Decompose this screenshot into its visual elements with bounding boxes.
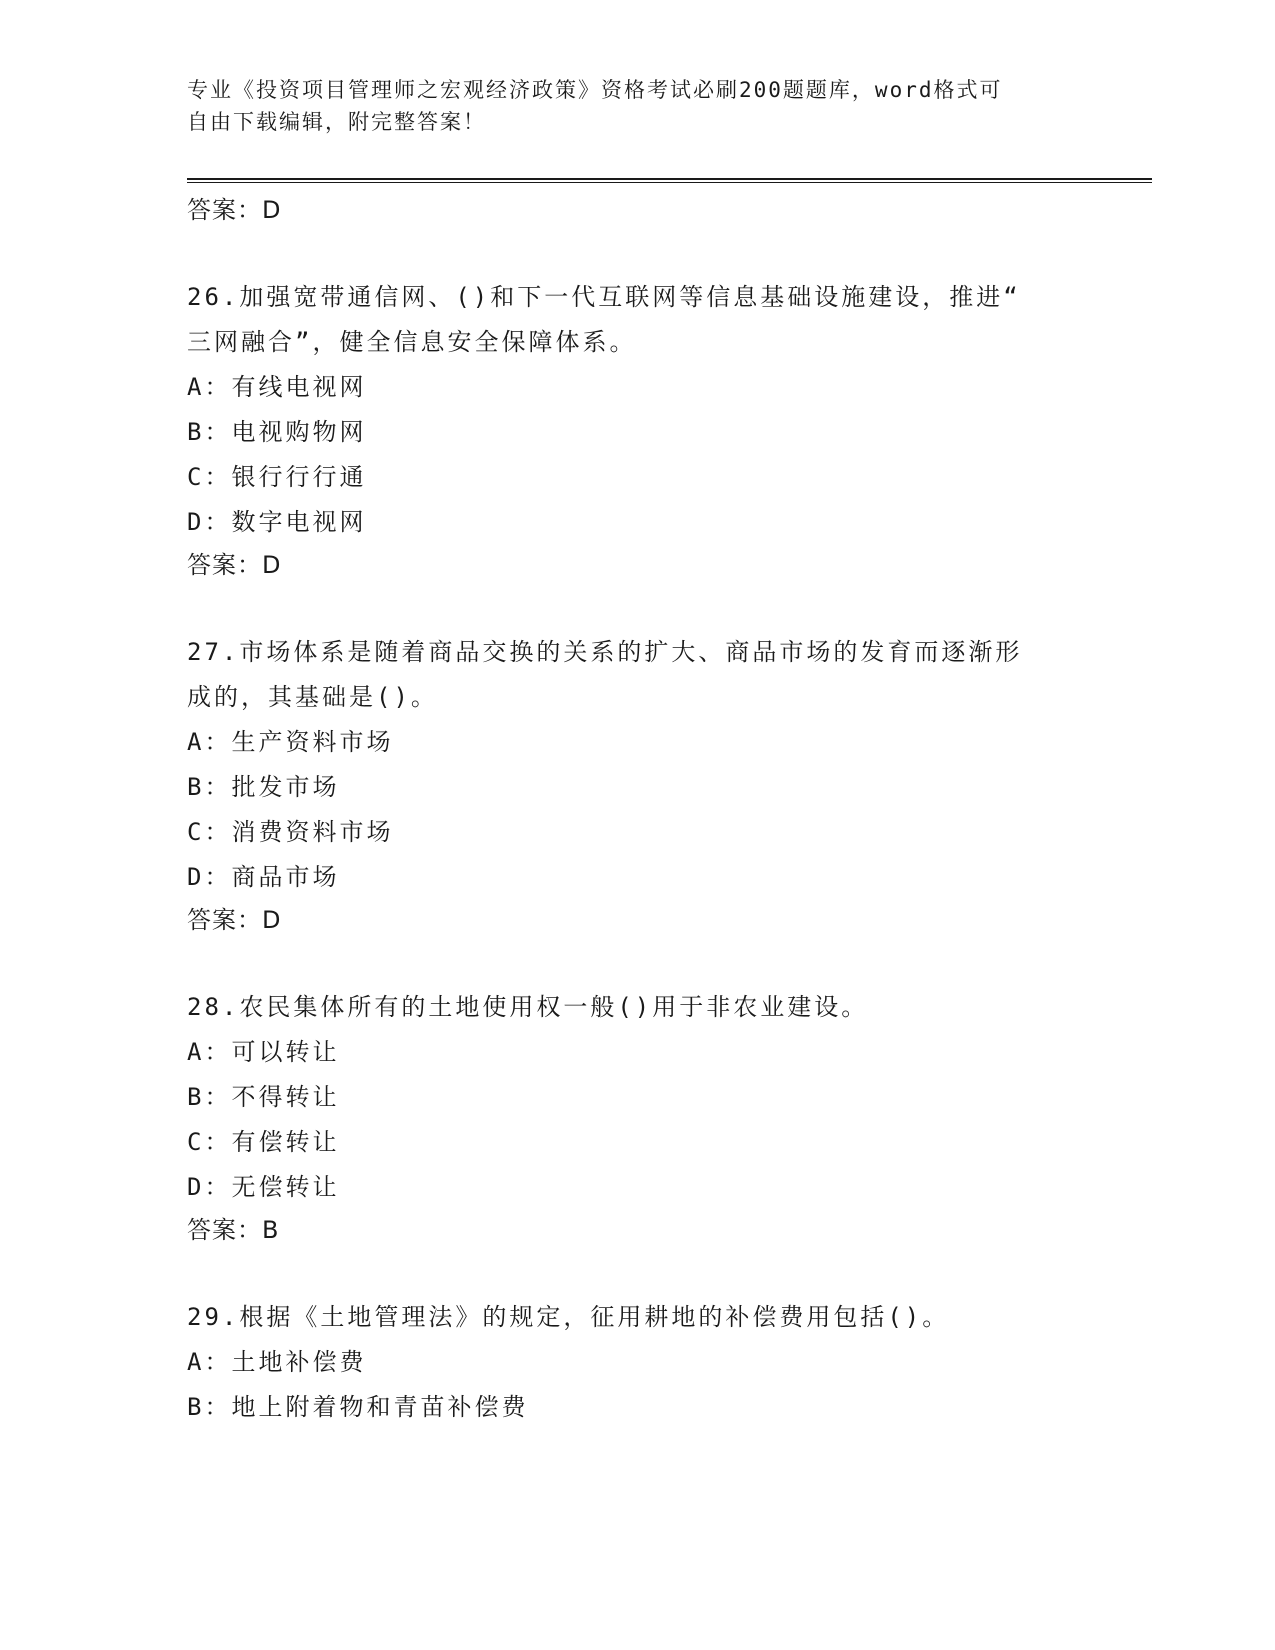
question-stem-line: 28.农民集体所有的土地使用权一般()用于非农业建设。 [187, 993, 869, 1021]
option-c: C：消费资料市场 [187, 818, 394, 846]
option-a: A：有线电视网 [187, 373, 367, 401]
answer: 答案：D [187, 906, 282, 934]
option-d: D：无偿转让 [187, 1173, 340, 1201]
question-27 [187, 630, 1087, 940]
option-b: B：不得转让 [187, 1083, 340, 1111]
question-29 [187, 1295, 1087, 1430]
option-a: A：可以转让 [187, 1038, 340, 1066]
previous-answer: 答案：D [187, 196, 282, 224]
header-title-line-2: 自由下载编辑，附完整答案！ [187, 110, 486, 134]
question-stem-line: 26.加强宽带通信网、()和下一代互联网等信息基础设施建设，推进“ [187, 283, 1021, 311]
question-stem [187, 275, 1087, 365]
option-c: C：银行行行通 [187, 463, 367, 491]
option-b: B：批发市场 [187, 773, 340, 801]
question-list [187, 190, 1087, 1430]
question-26 [187, 275, 1087, 585]
option-d: D：数字电视网 [187, 508, 367, 536]
question-stem [187, 630, 1087, 720]
question-stem-line: 三网融合”，健全信息安全保障体系。 [187, 328, 637, 356]
answer: 答案：D [187, 551, 282, 579]
option-a: A：生产资料市场 [187, 728, 394, 756]
option-d: D：商品市场 [187, 863, 340, 891]
document-header [187, 74, 1087, 138]
option-b: B：电视购物网 [187, 418, 367, 446]
answer: 答案：B [187, 1216, 280, 1244]
question-28 [187, 985, 1087, 1250]
option-a: A：土地补偿费 [187, 1348, 367, 1376]
question-stem [187, 1295, 1087, 1340]
header-title-line-1: 专业《投资项目管理师之宏观经济政策》资格考试必刷200题题库，word格式可 [187, 78, 1003, 102]
question-stem-line: 27.市场体系是随着商品交换的关系的扩大、商品市场的发育而逐渐形 [187, 638, 1023, 666]
option-b: B：地上附着物和青苗补偿费 [187, 1393, 529, 1421]
header-divider-thick [187, 178, 1152, 180]
question-stem-line: 29.根据《土地管理法》的规定，征用耕地的补偿费用包括()。 [187, 1303, 950, 1331]
question-stem-line: 成的，其基础是()。 [187, 683, 438, 711]
option-c: C：有偿转让 [187, 1128, 340, 1156]
header-divider-thin [187, 182, 1152, 183]
question-stem [187, 985, 1087, 1030]
